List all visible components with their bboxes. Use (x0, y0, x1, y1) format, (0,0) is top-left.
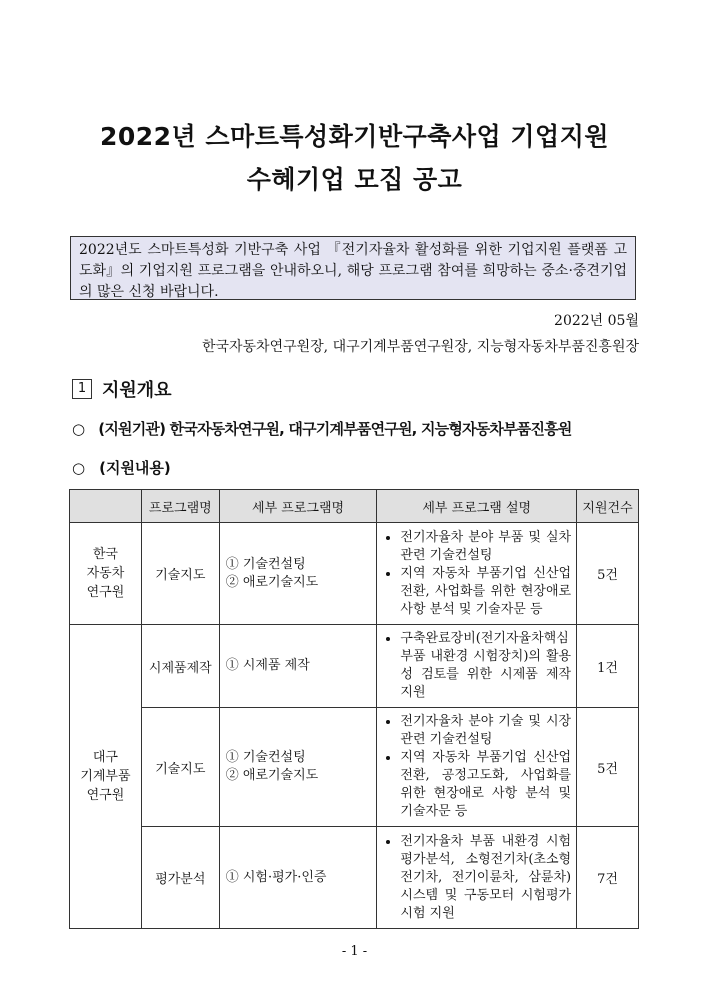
sub-program-cell (219, 625, 377, 708)
bullet-support-agencies (72, 418, 572, 439)
bullet-text: (지원내용) (99, 459, 171, 477)
issuing-organizations: 한국자동차연구원장, 대구기계부품연구원장, 지능형자동차부품진흥원장 (201, 339, 639, 355)
description-item: • 구축완료장비(전기자율차핵심부품 내환경 시험장치)의 활용성 검토를 위한 시제품 제작 지원 (400, 630, 571, 702)
count-cell: 5건 (577, 708, 639, 827)
program-cell: 평가분석 (141, 827, 219, 929)
announcement-date: 2022년 05월 (554, 313, 639, 329)
sub-item: ① 시제품 제작 (225, 658, 310, 673)
header-blank (70, 490, 142, 523)
org-cell: 한국 자동차 연구원 (70, 523, 142, 625)
table-row (70, 625, 639, 708)
bullet-mark: ○ (72, 459, 86, 477)
org-cell: 대구 기계부품 연구원 (70, 625, 142, 929)
description-item: • 전기자율차 분야 기술 및 시장관련 기술컨설팅 (400, 713, 571, 749)
page-number: - 1 - (341, 944, 368, 959)
description-cell (377, 827, 577, 929)
table-header-row (70, 490, 639, 523)
title-line-1: 2022년 스마트특성화기반구축사업 기업지원 (99, 122, 610, 151)
description-item: • 지역 자동차 부품기업 신산업 전환, 공정고도화, 사업화를 위한 현장애로 사항 분석 및 기술자문 등 (400, 749, 571, 821)
bullet-mark: ○ (72, 420, 85, 438)
sub-program-cell (219, 523, 377, 625)
header-sub-program: 세부 프로그램명 (219, 490, 377, 523)
header-count: 지원건수 (577, 490, 639, 523)
title-line-2: 수혜기업 모집 공고 (246, 165, 463, 194)
sub-item: ① 기술컨설팅 (225, 556, 306, 572)
sub-program-cell (219, 827, 377, 929)
bullet-support-contents (72, 457, 171, 478)
sub-item: ① 기술컨설팅 (225, 750, 306, 765)
section-number: 1 (72, 379, 92, 399)
sub-item: ② 애로기술지도 (225, 574, 319, 590)
program-cell: 시제품제작 (141, 625, 219, 708)
table-row (70, 523, 639, 625)
support-table (69, 489, 639, 929)
description-cell (377, 523, 577, 625)
count-cell: 5건 (577, 523, 639, 625)
section-heading (72, 376, 172, 402)
description-item: • 지역 자동차 부품기업 신산업 전환, 사업화를 위한 현장애로 사항 분석 및 기술자문 등 (400, 565, 571, 619)
description-cell (377, 708, 577, 827)
description-item: • 전기자율차 부품 내환경 시험평가분석, 소형전기차(초소형전기차, 전기이륜차, 삼륜차) 시스템 및 구동모터 시험평가 시험 지원 (400, 833, 571, 923)
count-cell: 1건 (577, 625, 639, 708)
header-description: 세부 프로그램 설명 (377, 490, 577, 523)
table-row (70, 708, 639, 827)
notice-box: 2022년도 스마트특성화 기반구축 사업 『전기자율차 활성화를 위한 기업지원 플랫폼 고도화』의 기업지원 프로그램을 안내하오니, 해당 프로그램 참여를 희망하는 중소·중견기업의 많은 신청 바랍니다. (70, 236, 636, 300)
description-item: • 전기자율차 분야 부품 및 실차 관련 기술컨설팅 (400, 529, 571, 565)
sub-item: ① 시험·평가·인증 (225, 869, 327, 885)
section-title: 지원개요 (102, 380, 172, 401)
header-program: 프로그램명 (141, 490, 219, 523)
program-cell: 기술지도 (141, 523, 219, 625)
table-row (70, 827, 639, 929)
count-cell: 7건 (577, 827, 639, 929)
program-cell: 기술지도 (141, 708, 219, 827)
bullet-text: (지원기관) 한국자동차연구원, 대구기계부품연구원, 지능형자동차부품진흥원 (98, 420, 572, 438)
sub-program-cell (219, 708, 377, 827)
description-cell (377, 625, 577, 708)
sub-item: ② 애로기술지도 (225, 768, 319, 783)
